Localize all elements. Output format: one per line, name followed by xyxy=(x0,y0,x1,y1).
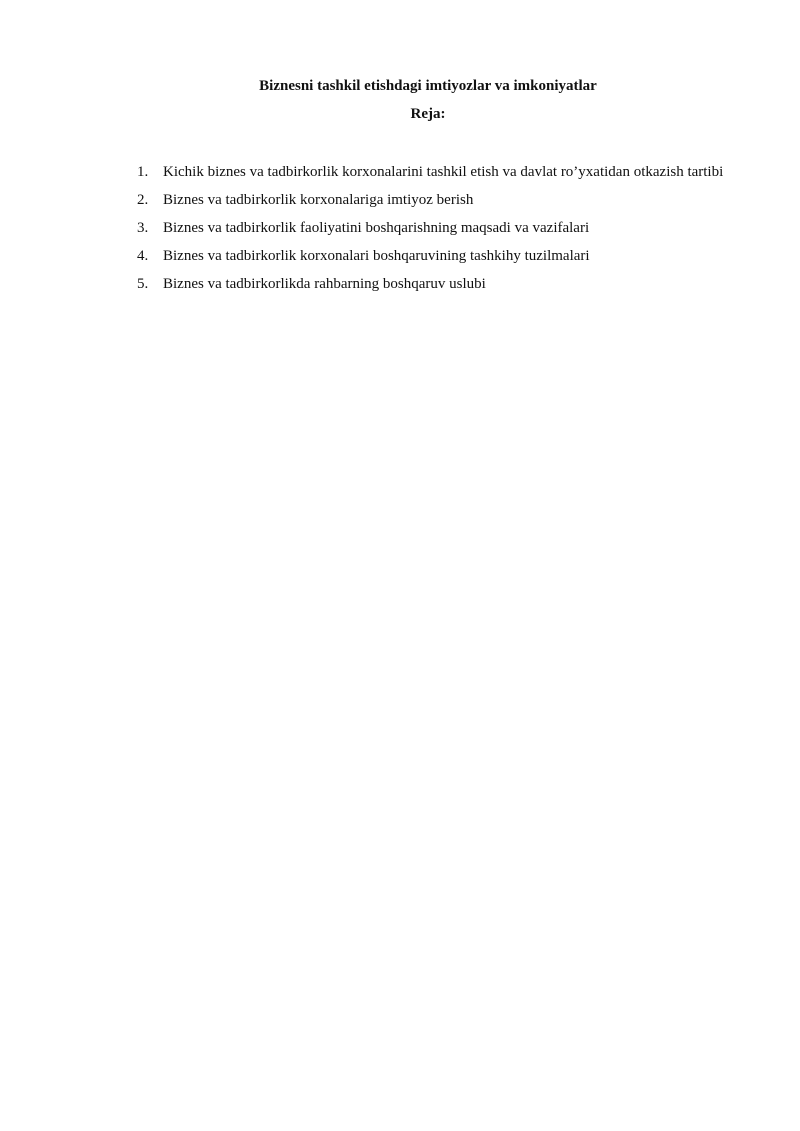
plan-item-text: Biznes va tadbirkorlikda rahbarning boshqaruv uslubi xyxy=(163,276,486,292)
plan-item-text: Kichik biznes va tadbirkorlik korxonalarini tashkil etish va davlat ro’yxatidan otkazish tartibi xyxy=(163,164,724,180)
plan-item xyxy=(137,270,727,298)
plan-item xyxy=(137,186,727,214)
plan-item-number: 1. xyxy=(137,164,149,180)
plan-item xyxy=(137,242,727,270)
plan-item-number: 3. xyxy=(137,220,149,236)
plan-item-text: Biznes va tadbirkorlik faoliyatini boshqarishning maqsadi va vazifalari xyxy=(163,220,590,236)
document-title: Biznesni tashkil etishdagi imtiyozlar va imkoniyatlar xyxy=(259,78,597,94)
plan-heading: Reja: xyxy=(410,106,446,122)
plan-item-number: 4. xyxy=(137,248,149,264)
plan-list xyxy=(137,158,727,298)
plan-item-text: Biznes va tadbirkorlik korxonalari boshqaruvining tashkihy tuzilmalari xyxy=(163,248,590,264)
plan-item-number: 2. xyxy=(137,192,149,208)
plan-item xyxy=(137,214,727,242)
plan-item-number: 5. xyxy=(137,276,149,292)
plan-item-text: Biznes va tadbirkorlik korxonalariga imtiyoz berish xyxy=(163,192,474,208)
plan-item xyxy=(137,158,727,186)
